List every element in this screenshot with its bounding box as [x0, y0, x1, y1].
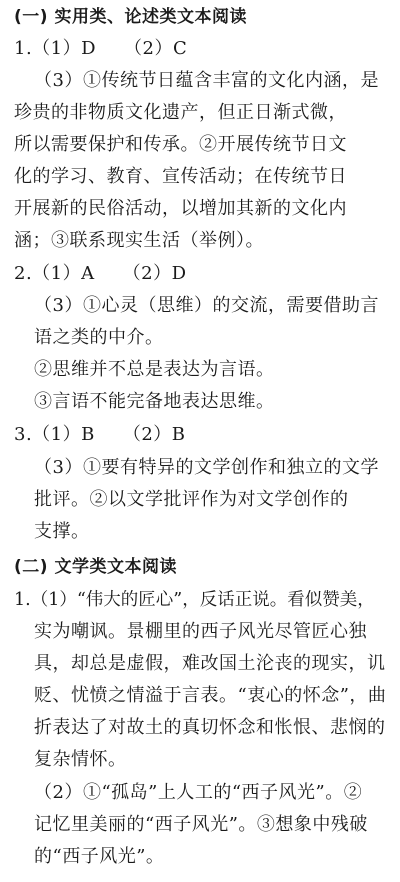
q2-part3-line4: ③言语不能完备地表达思维。: [34, 391, 275, 412]
section-heading-literary-reading: (二) 文学类文本阅读: [14, 557, 177, 577]
q3-choice-answers: 3.（1）B （2）B: [14, 424, 186, 445]
q1-part3-line2: 珍贵的非物质文化遗产，但正日渐式微，: [14, 102, 347, 123]
lit-q1-line2: 实为嘲讽。景棚里的西子风光尽管匠心独: [34, 621, 367, 642]
q3-part3-line1: （3）①要有特异的文学创作和独立的文学: [34, 457, 379, 478]
lit-q1-line3: 具，却总是虚假，难改国土沦丧的现实，讥: [34, 653, 386, 674]
q2-choice-answers: 2.（1）A （2）D: [14, 263, 187, 284]
q2-part3-line1: （3）①心灵（思维）的交流，需要借助言: [34, 295, 379, 316]
lit-q1-line1: 1.（1）“伟大的匠心”，反话正说。看似赞美，: [14, 590, 375, 610]
lit-q1-line6: 复杂情怀。: [34, 749, 127, 770]
section-heading-practical-reading: (一) 实用类、论述类文本阅读: [14, 7, 247, 27]
lit-q1-line5: 折表达了对故土的真切怀念和怅恨、悲悯的: [34, 717, 386, 738]
lit-q1-part2-line1: （2）①“孤岛”上人工的“西子风光”。②: [34, 782, 363, 803]
q1-part3-line1: （3）①传统节日蕴含丰富的文化内涵，是: [34, 70, 379, 91]
q3-part3-line2: 批评。②以文学批评作为对文学创作的: [34, 489, 349, 510]
q2-part3-line3: ②思维并不总是表达为言语。: [34, 359, 275, 380]
lit-q1-part2-line3: 的“西子风光”。: [34, 846, 165, 867]
q2-part3-line2: 语之类的中介。: [34, 327, 164, 348]
q1-part3-line4: 化的学习、教育、宣传活动；在传统节日: [14, 166, 347, 187]
q1-part3-line5: 开展新的民俗活动，以增加其新的文化内: [14, 198, 347, 219]
lit-q1-part2-line2: 记忆里美丽的“西子风光”。③想象中残破: [34, 814, 368, 835]
q1-choice-answers: 1.（1）D （2）C: [14, 38, 188, 59]
q3-part3-line3: 支撑。: [34, 521, 90, 542]
q1-part3-line6: 涵；③联系现实生活（举例）。: [14, 230, 264, 251]
lit-q1-line4: 贬、忧愤之情溢于言表。“衷心的怀念”，曲: [34, 685, 387, 706]
q1-part3-line3: 所以需要保护和传承。②开展传统节日文: [14, 134, 347, 155]
